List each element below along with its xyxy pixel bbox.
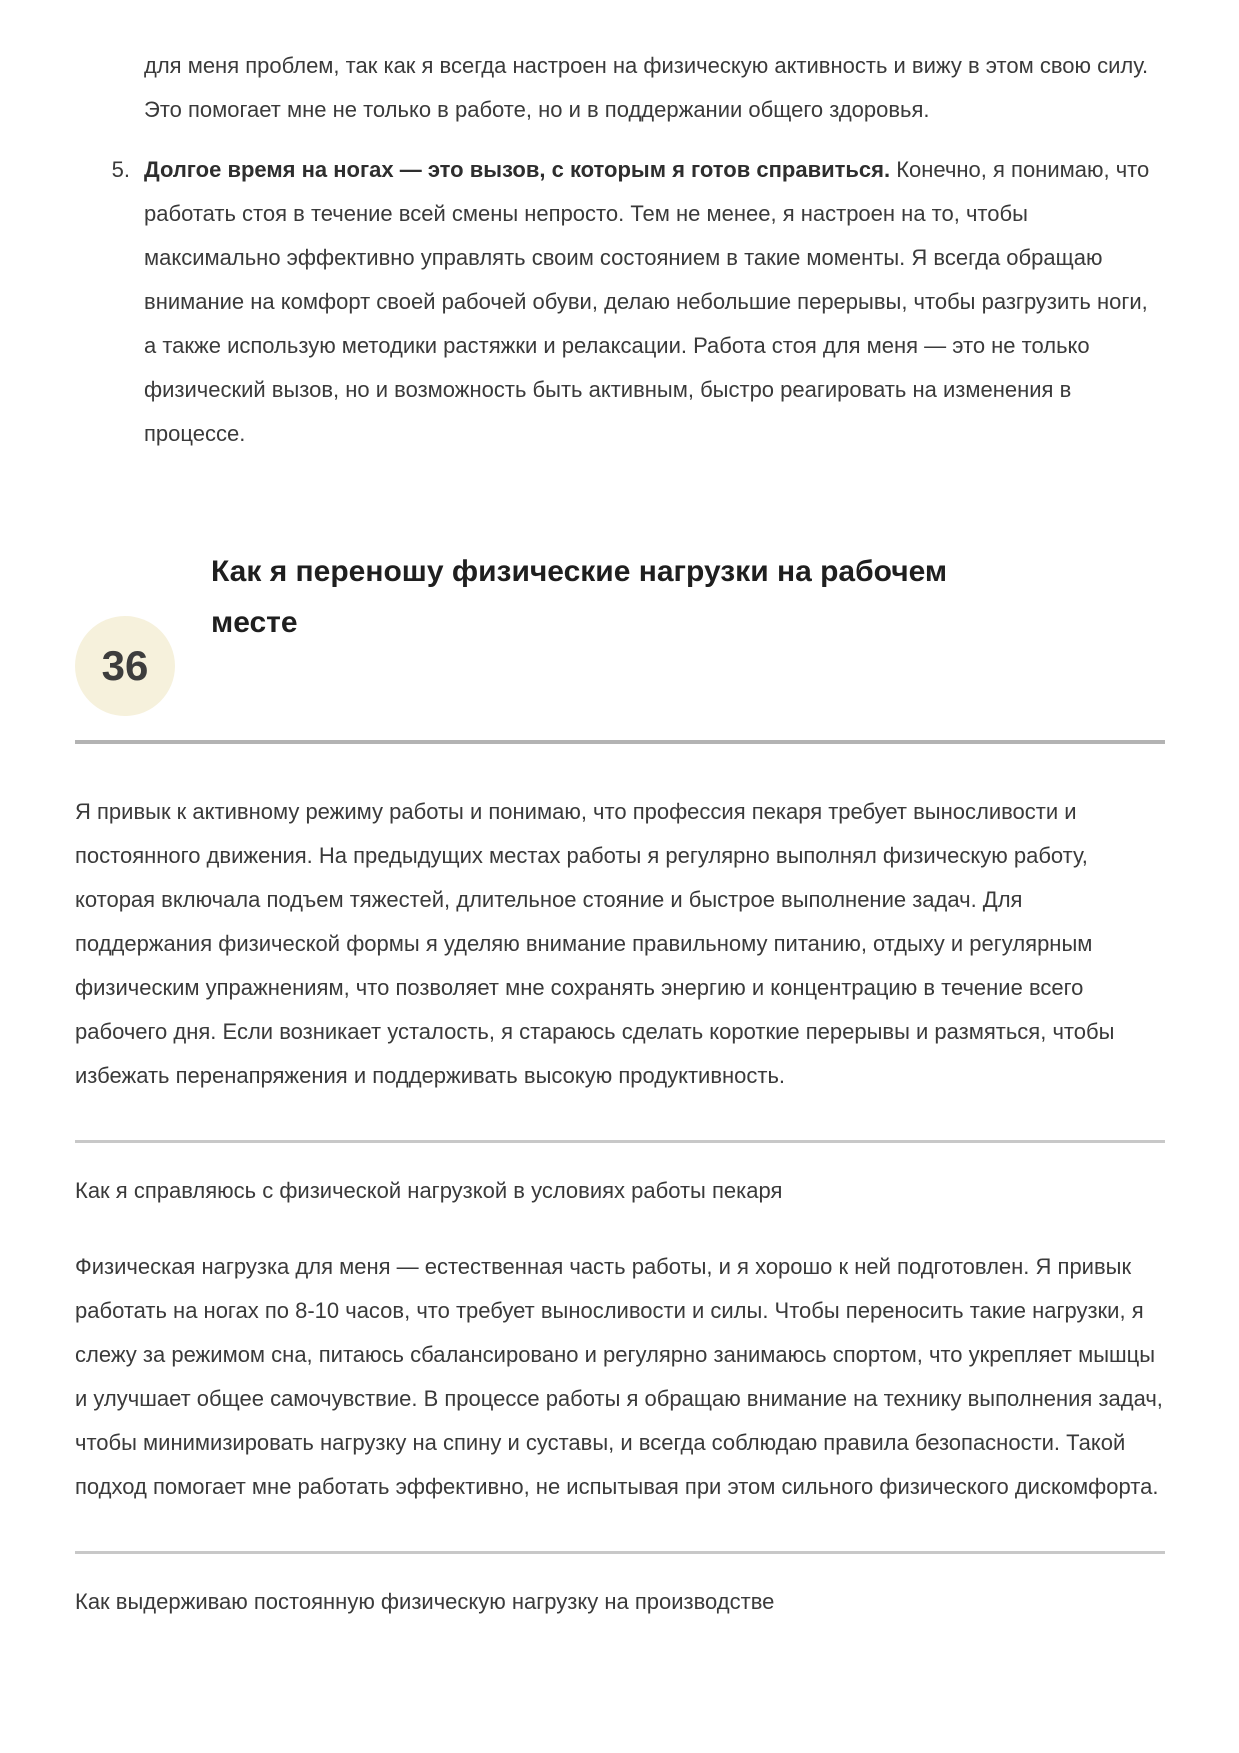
section-title: Как я переношу физические нагрузки на рабочем месте bbox=[211, 555, 948, 639]
answer-paragraph-1: Физическая нагрузка для меня — естественная часть работы, и я хорошо к ней подготовлен. Я привык работать на ногах по 8-10 часов, что требует выносливости и силы. Чтобы переносить такие нагрузки, я слежу за режимом сна, питаюсь сбалансировано и регулярно занимаюсь спортом, что укрепляет мышцы и улучшает общее самочувствие. В процессе работы я обращаю внимание на технику выполнения задач, чтобы минимизировать нагрузку на спину и суставы, и всегда соблюдаю правила безопасности. Такой подход помогает мне работать эффективно, не испытывая при этом сильного физического дискомфорта. bbox=[75, 1254, 1163, 1499]
numbered-list-item-5 bbox=[75, 148, 1165, 456]
section-number-badge: 36 bbox=[75, 616, 175, 716]
list-item-number: 5. bbox=[111, 157, 130, 182]
divider bbox=[75, 1140, 1165, 1143]
question-heading-1: Как я справляюсь с физической нагрузкой в условиях работы пекаря bbox=[75, 1178, 783, 1203]
section-header bbox=[75, 546, 1165, 744]
divider bbox=[75, 1551, 1165, 1554]
list-item-content bbox=[144, 148, 1165, 456]
list-item-lead: Долгое время на ногах — это вызов, с которым я готов справиться. bbox=[144, 157, 891, 182]
question-heading-2: Как выдерживаю постоянную физическую нагрузку на производстве bbox=[75, 1589, 775, 1614]
paragraph-continuation: для меня проблем, так как я всегда настроен на физическую активность и вижу в этом свою силу. Это помогает мне не только в работе, но и в поддержании общего здоровья. bbox=[144, 53, 1149, 122]
list-item-text: Конечно, я понимаю, что работать стоя в течение всей смены непросто. Тем не менее, я настроен на то, чтобы максимально эффективно управлять своим состоянием в такие моменты. Я всегда обращаю внимание на комфорт своей рабочей обуви, делаю небольшие перерывы, чтобы разгрузить ноги, а также использую методики растяжки и релаксации. Работа стоя для меня — это не только физический вызов, но и возможность быть активным, быстро реагировать на изменения в процессе. bbox=[144, 157, 1150, 446]
section-intro-paragraph: Я привык к активному режиму работы и понимаю, что профессия пекаря требует выносливости и постоянного движения. На предыдущих местах работы я регулярно выполнял физическую работу, которая включала подъем тяжестей, длительное стояние и быстрое выполнение задач. Для поддержания физической формы я уделяю внимание правильному питанию, отдыху и регулярным физическим упражнениям, что позволяет мне сохранять энергию и концентрацию в течение всего рабочего дня. Если возникает усталость, я стараюсь сделать короткие перерывы и размяться, чтобы избежать перенапряжения и поддерживать высокую продуктивность. bbox=[75, 799, 1115, 1088]
